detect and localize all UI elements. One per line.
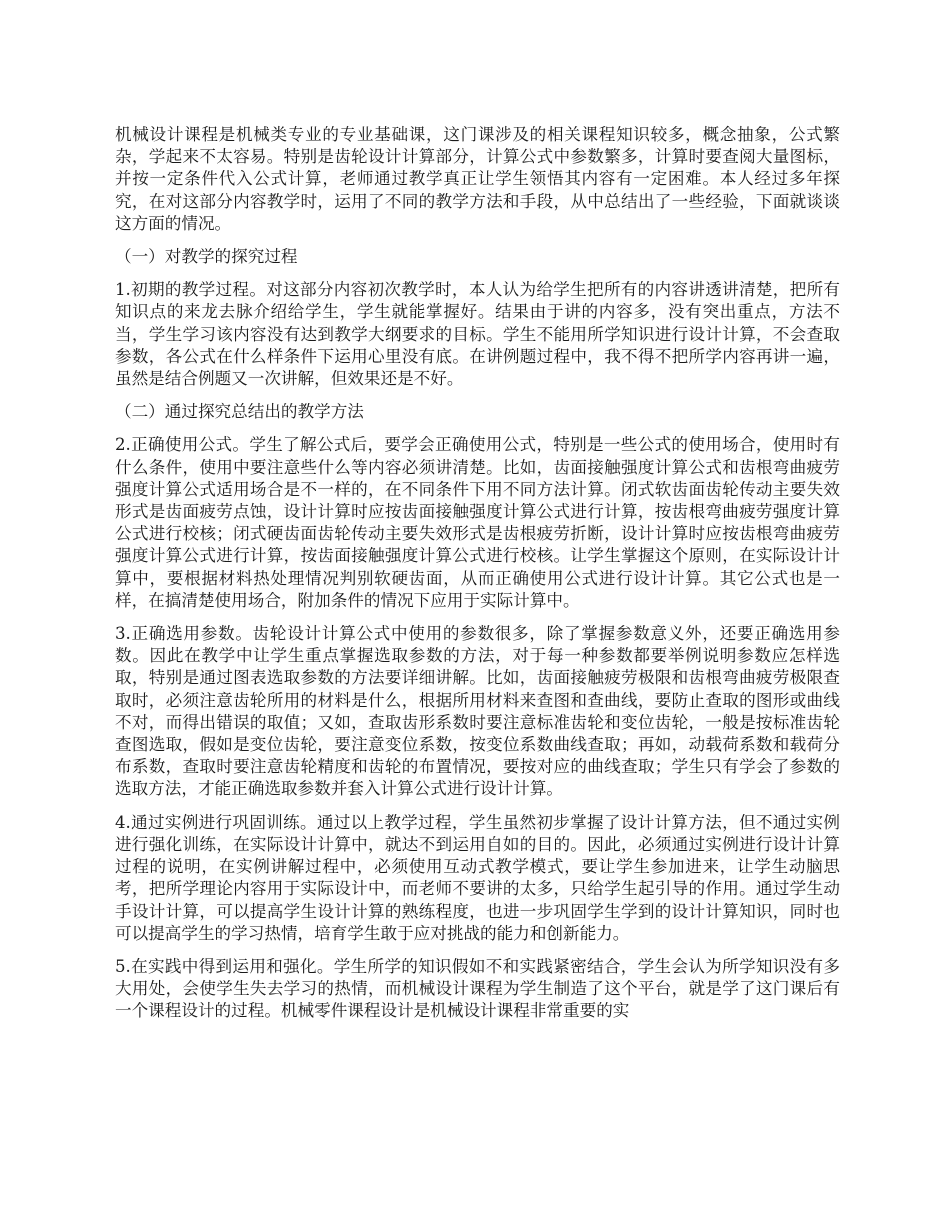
paragraph-4: 4.通过实例进行巩固训练。通过以上教学过程，学生虽然初步掌握了设计计算方法，但不通过实例进行强化训练，在实际设计计算中，就达不到运用自如的目的。因此，必须通过实例进行设计计算过程的说明，在实例讲解过程中，必须使用互动式教学模式，要让学生参加进来，让学生动脑思考，把所学理论内容用于实际设计中，而老师不要讲的太多，只给学生起引导的作用。通过学生动手设计计算，可以提高学生设计计算的熟练程度，也进一步巩固学生学到的设计计算知识，同时也可以提高学生的学习热情，培育学生敢于应对挑战的能力和创新能力。 (115, 812, 840, 943)
paragraph-5: 5.在实践中得到运用和强化。学生所学的知识假如不和实践紧密结合，学生会认为所学知识没有多大用处，会使学生失去学习的热情，而机械设计课程为学生制造了这个平台，就是学了这门课后有一个课程设计的过程。机械零件课程设计是机械设计课程非常重要的实 (115, 956, 840, 1021)
paragraph-2: 2.正确使用公式。学生了解公式后，要学会正确使用公式，特别是一些公式的使用场合，使用时有什么条件，使用中要注意些什么等内容必须讲清楚。比如，齿面接触强度计算公式和齿根弯曲疲劳强度计算公式适用场合是不一样的，在不同条件下用不同方法计算。闭式软齿面齿轮传动主要失效形式是齿面疲劳点蚀，设计计算时应按齿面接触强度计算公式进行计算，按齿根弯曲疲劳强度计算公式进行校核；闭式硬齿面齿轮传动主要失效形式是齿根疲劳折断，设计计算时应按齿根弯曲疲劳强度计算公式进行计算，按齿面接触强度计算公式进行校核。让学生掌握这个原则，在实际设计计算中，要根据材料热处理情况判别软硬齿面，从而正确使用公式进行设计计算。其它公式也是一样，在搞清楚使用场合，附加条件的情况下应用于实际计算中。 (115, 435, 840, 610)
section-heading-2: （二）通过探究总结出的教学方法 (115, 402, 364, 422)
paragraph-1: 1.初期的教学过程。对这部分内容初次教学时，本人认为给学生把所有的内容讲透讲清楚，把所有知识点的来龙去脉介绍给学生，学生就能掌握好。结果由于讲的内容多，没有突出重点，方法不当，学生学习该内容没有达到教学大纲要求的目标。学生不能用所学知识进行设计计算，不会查取参数，各公式在什么样条件下运用心里没有底。在讲例题过程中，我不得不把所学内容再讲一遍，虽然是结合例题又一次讲解，但效果还是不好。 (115, 280, 840, 389)
document-body (115, 124, 840, 1034)
paragraph-3: 3.正确选用参数。齿轮设计计算公式中使用的参数很多，除了掌握参数意义外，还要正确选用参数。因此在教学中让学生重点掌握选取参数的方法，对于每一种参数都要举例说明参数应怎样选取，特别是通过图表选取参数的方法要详细讲解。比如，齿面接触疲劳极限和齿根弯曲疲劳极限查取时，必须注意齿轮所用的材料是什么，根据所用材料来查图和查曲线，要防止查取的图形或曲线不对，而得出错误的取值；又如，查取齿形系数时要注意标准齿轮和变位齿轮，一般是按标准齿轮查图选取，假如是变位齿轮，要注意变位系数，按变位系数曲线查取；再如，动载荷系数和载荷分布系数，查取时要注意齿轮精度和齿轮的布置情况，要按对应的曲线查取；学生只有学会了参数的选取方法，才能正确选取参数并套入计算公式进行设计计算。 (115, 624, 840, 799)
intro-paragraph: 机械设计课程是机械类专业的专业基础课，这门课涉及的相关课程知识较多，概念抽象，公式繁杂，学起来不太容易。特别是齿轮设计计算部分，计算公式中参数繁多，计算时要查阅大量图标，并按一定条件代入公式计算，老师通过教学真正让学生领悟其内容有一定困难。本人经过多年探究，在对这部分内容教学时，运用了不同的教学方法和手段，从中总结出了一些经验，下面就谈谈这方面的情况。 (115, 125, 840, 233)
section-heading-1: （一）对教学的探究过程 (115, 247, 298, 267)
